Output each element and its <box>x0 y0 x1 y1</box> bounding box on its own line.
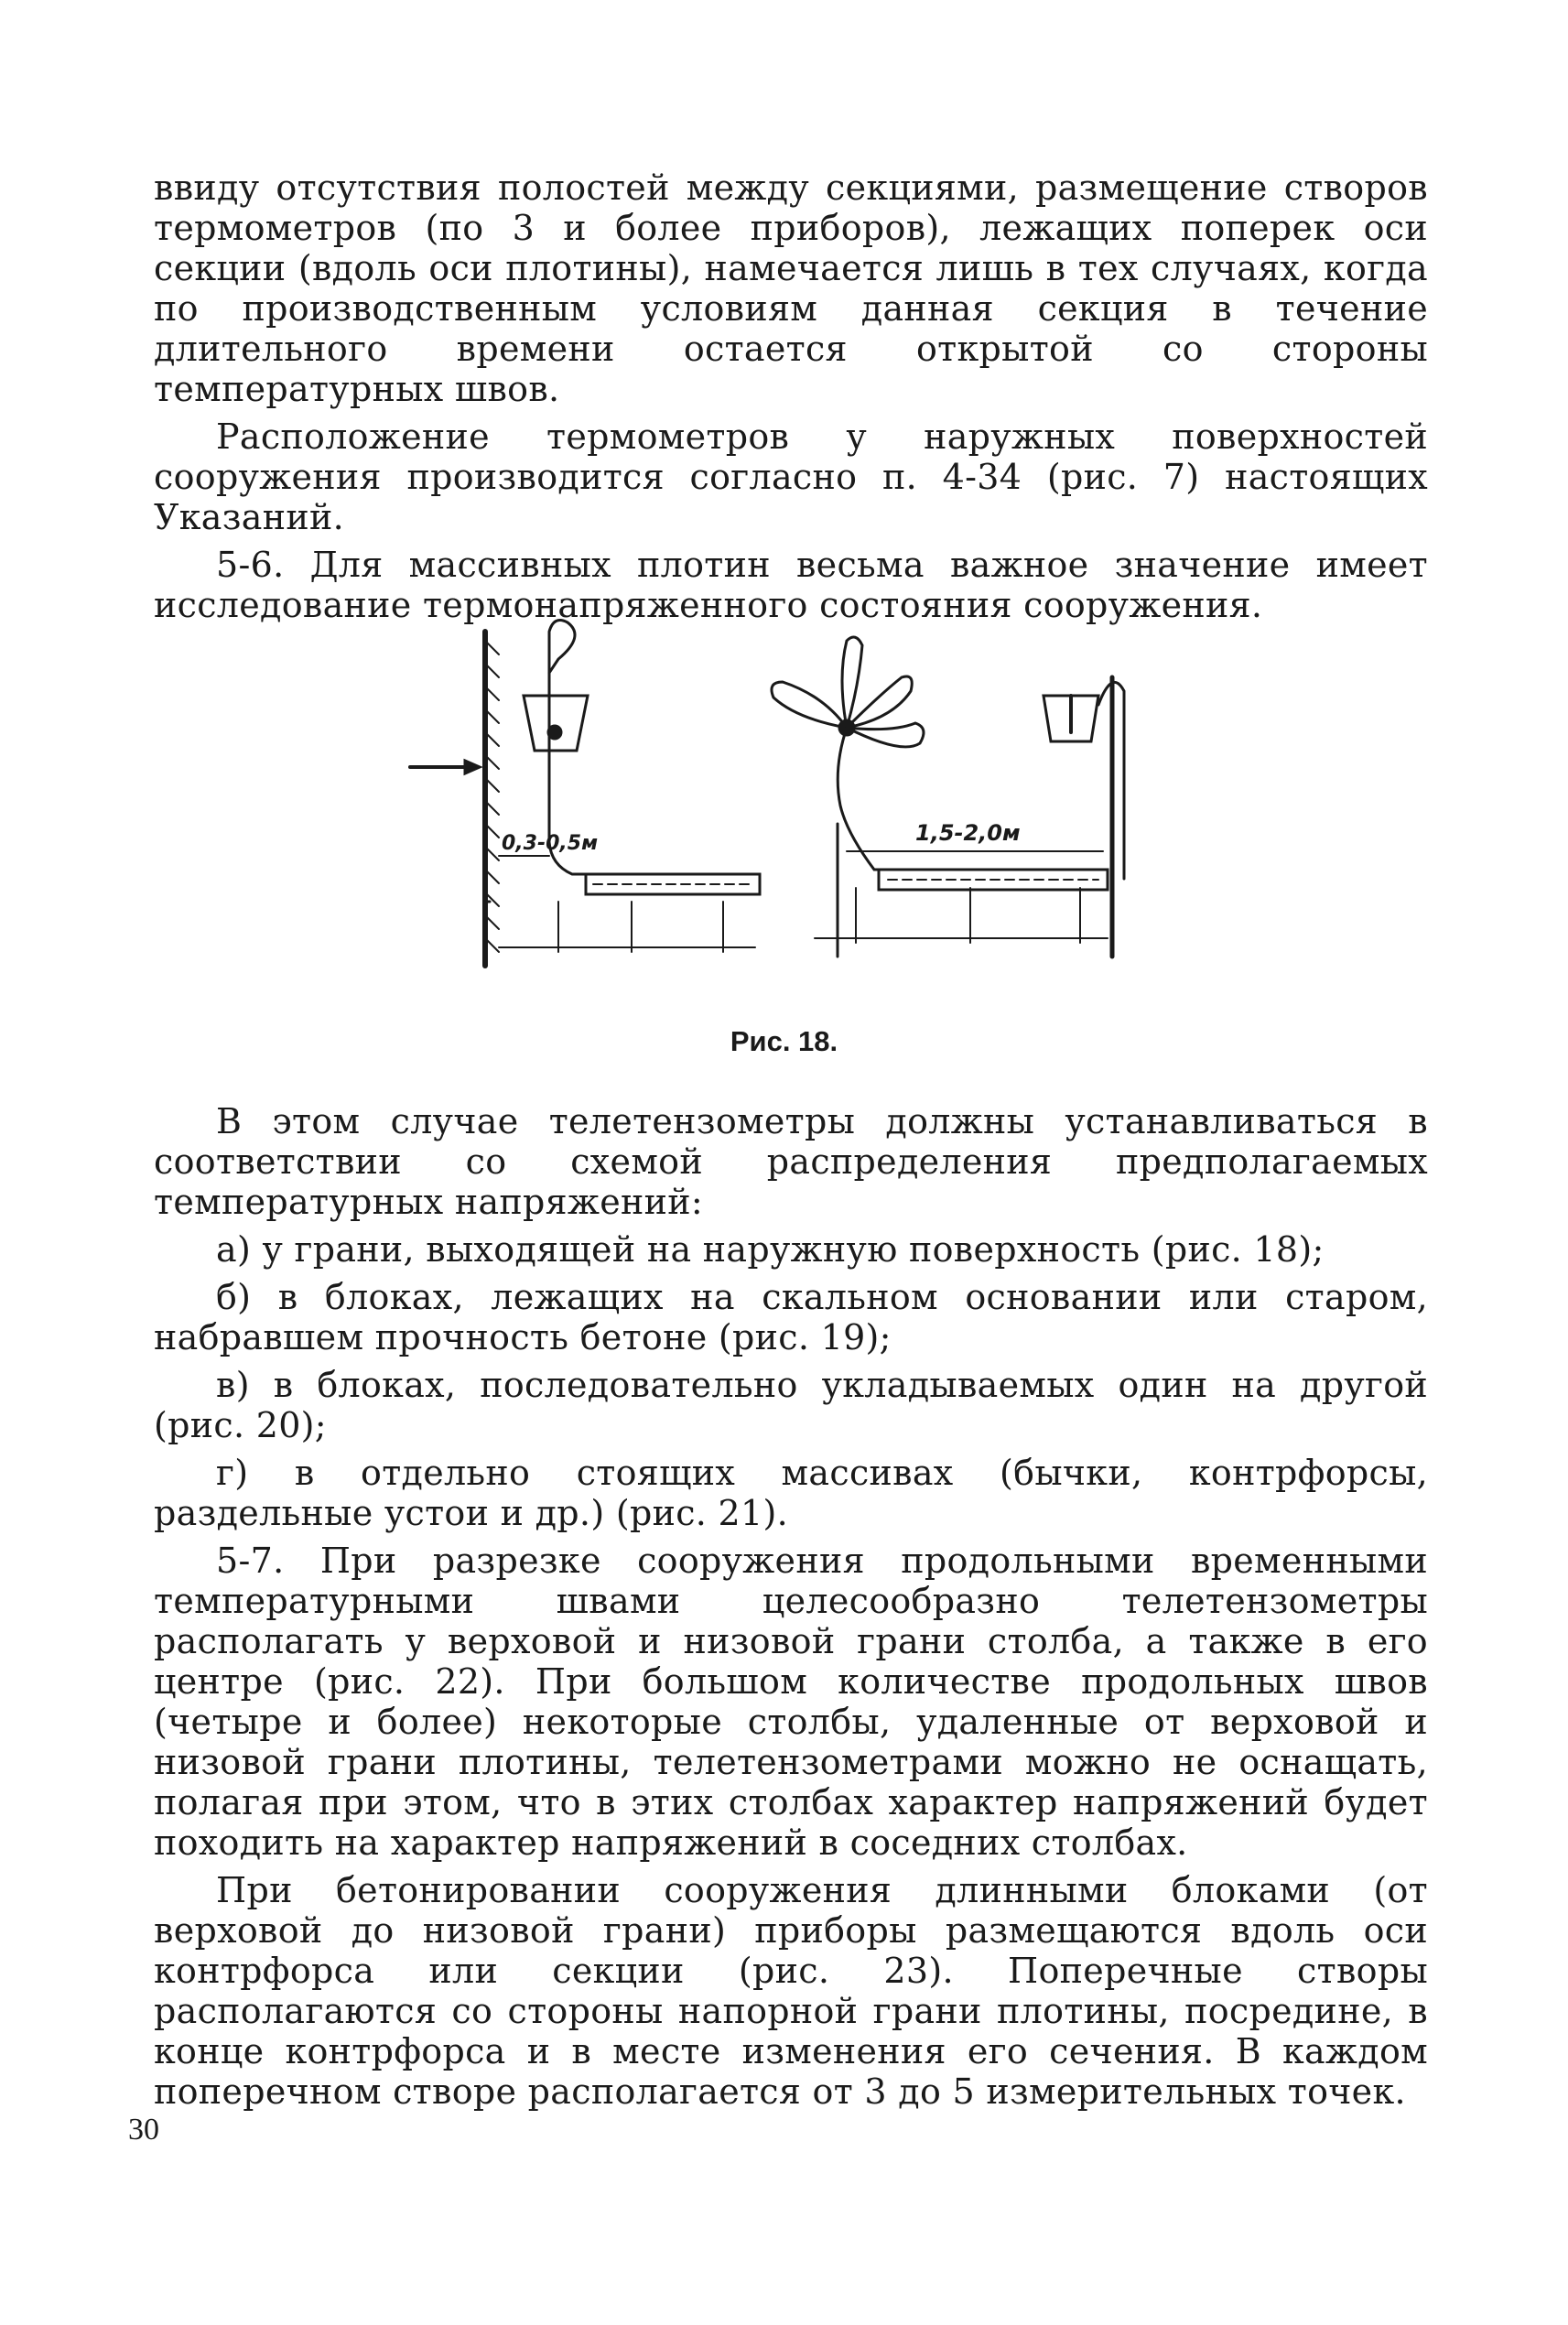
petal-left <box>772 682 847 728</box>
list-item-g: г) в отдельно стоящих массивах (бычки, контрфорсы, раздельные устои и др.) (рис. 21). <box>154 1453 1428 1533</box>
figure-caption: Рис. 18. <box>730 1025 838 1057</box>
list-item-b: б) в блоках, лежащих на скальном основании или старом, набравшем прочность бетоне (рис. 19); <box>154 1277 1428 1357</box>
left-thermometer-box <box>524 696 588 751</box>
petal-right <box>847 723 924 747</box>
water-arrow-head <box>465 761 480 773</box>
list-item-v: в) в блоках, последовательно укладываемых один на другой (рис. 20); <box>154 1365 1428 1445</box>
list-item-a: а) у грани, выходящей на наружную поверхность (рис. 18); <box>216 1229 1325 1270</box>
paragraph-5-7: 5-7. При разрезке сооружения продольными временными температурными швами целесообразно телетензометры располагать у верховой и низовой грани столба, а также в его центре (рис. 22). При большом количестве продольных швов (четыре и более) некоторые столбы, удаленные от верховой и низовой грани плотины, телетензометрами можно не оснащать, полагая при этом, что в этих столбах характер напряжений будет походить на характер напряжений в соседних столбах. <box>154 1541 1428 1863</box>
left-cable-loop <box>549 621 575 732</box>
paragraph-long-blocks: При бетонировании сооружения длинными блоками (от верховой до низовой грани) приборы размещаются вдоль оси контрфорса или секции (рис. 23). Поперечные створы располагаются со стороны напорной грани плотины, посредине, в конце контрфорса и в месте изменения его сечения. В каждом поперечном створе располагается от 3 до 5 измерительных точек. <box>154 1870 1428 2112</box>
dimension-label-right: 1,5-2,0м <box>915 820 1021 846</box>
dimension-label-left: 0,3-0,5м <box>502 832 599 855</box>
paragraph-5-6: 5-6. Для массивных плотин весьма важное значение имеет исследование термонапряженного состояния сооружения. <box>154 545 1428 625</box>
right-cable <box>838 728 1098 870</box>
figure-18-diagram <box>0 0 1568 1007</box>
page-number: 30 <box>128 2113 159 2147</box>
paragraph-teletensometers: В этом случае телетензометры должны устанавливаться в соответствии со схемой распределения предполагаемых температурных напряжений: <box>154 1101 1428 1222</box>
paragraph-thermometers: Расположение термометров у наружных поверхностей сооружения производится согласно п. 4-34 (рис. 7) настоящих Указаний. <box>154 416 1428 537</box>
paragraph-continuation: ввиду отсутствия полостей между секциями, размещение створов термометров (по 3 и более приборов), лежащих поперек оси секции (вдоль оси плотины), намечается лишь в тех случаях, когда по производственным условиям данная секция в течение длительного времени остается открытой со стороны температурных швов. <box>154 168 1428 409</box>
bottom-text-block <box>154 1101 1428 2119</box>
